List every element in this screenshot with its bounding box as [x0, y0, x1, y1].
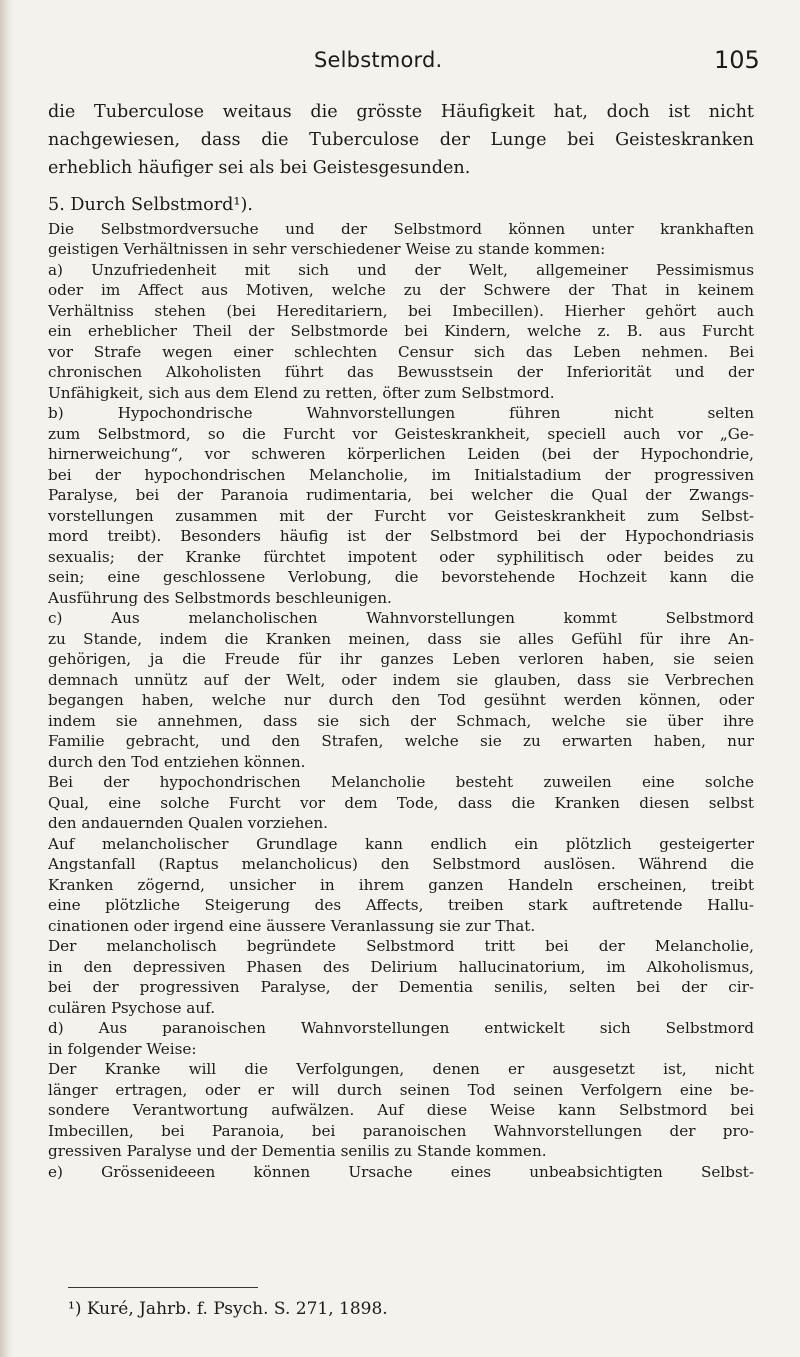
- text-line: sexualis; der Kranke fürchtet impotent oder syphilitisch oder beides zu: [48, 547, 754, 566]
- text-line: Der melancholisch begründete Selbstmord tritt bei der Melancholie,: [48, 937, 754, 956]
- footnote-rule: [68, 1287, 258, 1288]
- text-line: gehörigen, ja die Freude für ihr ganzes Leben verloren haben, sie seien: [48, 650, 754, 669]
- text-line: nachgewiesen, dass die Tuberculose der Lunge bei Geisteskranken: [48, 130, 754, 151]
- text-line: in folgender Weise:: [48, 1039, 197, 1058]
- text-line: d) Aus paranoischen Wahnvorstellungen entwickelt sich Selbstmord: [48, 1019, 754, 1038]
- text-line: indem sie annehmen, dass sie sich der Schmach, welche sie über ihre: [48, 711, 754, 730]
- text-line: oder im Affect aus Motiven, welche zu der Schwere der That in keinem: [48, 281, 754, 300]
- text-line: demnach unnütz auf der Welt, oder indem sie glauben, dass sie Verbrechen: [48, 670, 754, 689]
- text-line: chronischen Alkoholisten führt das Bewusstsein der Inferiorität und der: [48, 363, 754, 382]
- text-line: cinationen oder irgend eine äussere Veranlassung sie zur That.: [48, 916, 536, 935]
- text-line: in den depressiven Phasen des Delirium hallucinatorium, im Alkoholismus,: [48, 957, 754, 976]
- text-line: 5. Durch Selbstmord¹).: [48, 194, 253, 215]
- text-line: Ausführung des Selbstmords beschleunigen.: [48, 588, 392, 607]
- running-title: Selbstmord.: [314, 48, 443, 72]
- text-line: Imbecillen, bei Paranoia, bei paranoischen Wahnvorstellungen der pro-: [48, 1121, 754, 1140]
- text-line: den andauernden Qualen vorziehen.: [48, 814, 329, 833]
- text-line: Angstanfall (Raptus melancholicus) den Selbstmord auslösen. Während die: [48, 855, 754, 874]
- text-line: a) Unzufriedenheit mit sich und der Welt, allgemeiner Pessimismus: [48, 260, 754, 279]
- text-line: durch den Tod entziehen können.: [48, 752, 306, 771]
- text-line: e) Grössenideeen können Ursache eines unbeabsichtigten Selbst-: [48, 1162, 754, 1181]
- text-line: bei der progressiven Paralyse, der Dementia senilis, selten bei der cir-: [48, 978, 754, 997]
- text-line: begangen haben, welche nur durch den Tod gesühnt werden können, oder: [48, 691, 754, 710]
- text-line: länger ertragen, oder er will durch seinen Tod seinen Verfolgern eine be-: [48, 1080, 754, 1099]
- text-line: vorstellungen zusammen mit der Furcht vor Geisteskrankheit zum Selbst-: [48, 506, 754, 525]
- text-line: gressiven Paralyse und der Dementia senilis zu Stande kommen.: [48, 1142, 547, 1161]
- text-line: zu Stande, indem die Kranken meinen, dass sie alles Gefühl für ihre An-: [48, 629, 754, 648]
- text-line: bei der hypochondrischen Melancholie, im Initialstadium der progressiven: [48, 465, 754, 484]
- page-number: 105: [714, 46, 760, 74]
- footnote: ¹) Kuré, Jahrb. f. Psych. S. 271, 1898.: [68, 1299, 388, 1319]
- page-header: [0, 48, 800, 78]
- paragraph-gap: [48, 183, 754, 191]
- text-line: vor Strafe wegen einer schlechten Censur sich das Leben nehmen. Bei: [48, 342, 754, 361]
- text-line: Kranken zögernd, unsicher in ihrem ganzen Handeln erscheinen, treibt: [48, 875, 754, 894]
- text-line: ein erheblicher Theil der Selbstmorde bei Kindern, welche z. B. aus Furcht: [48, 322, 754, 341]
- text-line: Familie gebracht, und den Strafen, welche sie zu erwarten haben, nur: [48, 732, 754, 751]
- text-line: Verhältniss stehen (bei Hereditariern, bei Imbecillen). Hierher gehört auch: [48, 301, 754, 320]
- text-line: Qual, eine solche Furcht vor dem Tode, dass die Kranken diesen selbst: [48, 793, 754, 812]
- page-binding-shadow: [0, 0, 14, 1357]
- text-line: Unfähigkeit, sich aus dem Elend zu retten, öfter zum Selbstmord.: [48, 383, 555, 402]
- text-line: eine plötzliche Steigerung des Affects, treiben stark auftretende Hallu-: [48, 896, 754, 915]
- text-line: mord treibt). Besonders häufig ist der Selbstmord bei der Hypochondriasis: [48, 527, 754, 546]
- text-line: sondere Verantwortung aufwälzen. Auf diese Weise kann Selbstmord bei: [48, 1101, 754, 1120]
- text-line: b) Hypochondrische Wahnvorstellungen führen nicht selten: [48, 404, 754, 423]
- text-line: hirnerweichung“, vor schweren körperlichen Leiden (bei der Hypochondrie,: [48, 445, 754, 464]
- text-line: Der Kranke will die Verfolgungen, denen er ausgesetzt ist, nicht: [48, 1060, 754, 1079]
- text-line: die Tuberculose weitaus die grösste Häufigkeit hat, doch ist nicht: [48, 102, 754, 122]
- text-line: Bei der hypochondrischen Melancholie besteht zuweilen eine solche: [48, 773, 754, 792]
- text-line: zum Selbstmord, so die Furcht vor Geisteskrankheit, speciell auch vor „Ge-: [48, 424, 754, 443]
- text-line: sein; eine geschlossene Verlobung, die bevorstehende Hochzeit kann die: [48, 568, 754, 587]
- text-line: Auf melancholischer Grundlage kann endlich ein plötzlich gesteigerter: [48, 834, 754, 853]
- text-line: geistigen Verhältnissen in sehr verschiedener Weise zu stande kommen:: [48, 240, 606, 259]
- text-line: culären Psychose auf.: [48, 998, 216, 1017]
- text-line: erheblich häufiger sei als bei Geistesgesunden.: [48, 158, 471, 179]
- text-line: Paralyse, bei der Paranoia rudimentaria, bei welcher die Qual der Zwangs-: [48, 486, 754, 505]
- text-line: Die Selbstmordversuche und der Selbstmord können unter krankhaften: [48, 219, 754, 238]
- body-text: [48, 98, 754, 1182]
- text-line: c) Aus melancholischen Wahnvorstellungen kommt Selbstmord: [48, 609, 754, 628]
